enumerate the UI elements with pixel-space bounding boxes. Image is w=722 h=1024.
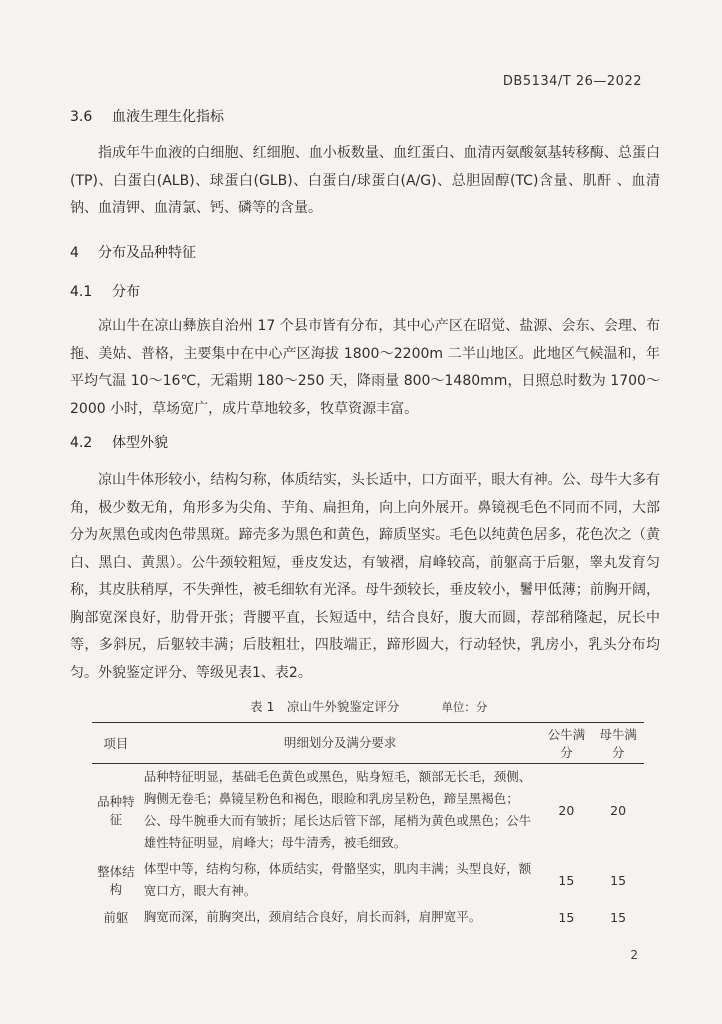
section-4-2-paragraph: 凉山牛体形较小，结构匀称，体质结实，头长适中，口方面平，眼大有神。公、母牛大多有角，极少数无角，角形多为尖角、芋角、扁担角，向上向外展开。鼻镜视毛色不同而不同，大部分为灰黑色或肉色带黑斑。蹄壳多为黑色和黄色，蹄质坚实。毛色以纯黄色居多，花色次之（黄白、黑白、黄黑）。公牛颈较粗短，垂皮发达，有皱褶，肩峰较高，前躯高于后躯，睾丸发育匀称，其皮肤稍厚，不失弹性，被毛细软有光泽。母牛颈较长，垂皮较小，鬐甲低薄；前胸开阔，胸部宽深良好，肋骨开张；背腰平直，长短适中，结合良好，腹大而圆，荐部稍隆起，尻长中等，多斜尻，后躯较丰满；后肢粗壮，四肢端正，蹄形圆大，行动轻快，乳房小，乳头分布均匀。外貌鉴定评分、等级见表1、表2。 [70,472,660,681]
row-bull-score: 15 [558,872,575,888]
row-item: 前躯 [103,910,129,925]
section-title: 体型外貌 [112,435,168,451]
table-row [92,856,644,904]
section-4-heading [70,242,196,262]
header-cow-score: 母牛满分 [599,727,637,760]
appearance-score-table [92,722,644,930]
table-unit: 单位：分 [441,700,488,714]
row-cow-score: 15 [610,909,627,925]
section-title: 分布及品种特征 [98,245,196,261]
header-item: 项目 [103,736,129,751]
header-requirement: 明细划分及满分要求 [283,735,397,750]
header-bull-score: 公牛满分 [547,727,586,760]
row-requirement: 胸宽而深，前胸突出，颈肩结合良好，肩长而斜，肩胛宽平。 [143,909,482,924]
row-bull-score: 15 [558,909,575,925]
section-4-1-paragraph: 凉山牛在凉山彝族自治州 17 个县市皆有分布，其中心产区在昭觉、盐源、会东、会理、布拖、美姑、普格，主要集中在中心产区海拔 1800～2200m 二半山地区。此地区气候温和，年平均气温 10～16℃，无霜期 180～250 天，降雨量 800～1480mm，日照总时数为 1700～2000 小时，草场宽广，成片草地较多，牧草资源丰富。 [70,318,660,417]
table-row [92,764,644,857]
table-caption [250,697,487,715]
row-requirement: 品种特征明显，基础毛色黄色或黑色，贴身短毛，额部无长毛，颈侧、胸侧无卷毛；鼻镜呈粉色和褐色，眼睑和乳房呈粉色，蹄呈黑褐色；公、母牛腕垂大而有皱折；尾长达后管下部，尾梢为黄色或黑色；公牛雄性特征明显，肩峰大；母牛清秀，被毛细致。 [143,769,532,850]
table-header-row [92,723,644,764]
section-number: 4 [70,245,79,261]
section-number: 4.2 [70,435,93,451]
row-cow-score: 20 [610,802,627,818]
row-item: 品种特征 [97,794,135,827]
section-number: 4.1 [70,284,93,300]
table-title: 表 1 凉山牛外貌鉴定评分 [250,699,400,714]
section-4-1-heading [70,281,140,301]
section-3-6-heading [70,106,224,126]
section-3-6-paragraph: 指成年牛血液的白细胞、红细胞、血小板数量、血红蛋白、血清丙氨酸氨基转移酶、总蛋白(TP)、白蛋白(ALB)、球蛋白(GLB)、白蛋白/球蛋白(A/G)、总胆固醇(TC)含量、肌酐 、血清钠、血清钾、血清氯、钙、磷等的含量。 [70,145,660,216]
section-number: 3.6 [70,109,93,125]
row-cow-score: 15 [610,872,627,888]
row-item: 整体结构 [97,864,135,897]
document-code: DB5134/T 26—2022 [502,74,642,89]
page-number: 2 [630,948,638,962]
section-title: 分布 [112,284,140,300]
section-4-2-heading [70,432,168,452]
section-title: 血液生理生化指标 [112,109,224,125]
row-bull-score: 20 [558,802,575,818]
table-row [92,904,644,930]
row-requirement: 体型中等，结构匀称，体质结实，骨骼坚实，肌肉丰满；头型良好，额宽口方，眼大有神。 [143,861,532,898]
